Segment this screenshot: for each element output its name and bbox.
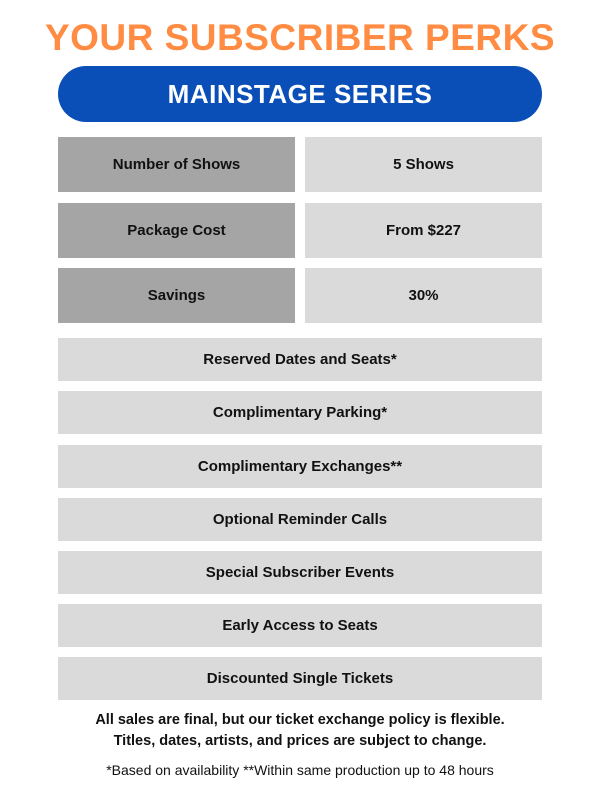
detail-label: Savings (58, 268, 295, 323)
detail-label: Number of Shows (58, 137, 295, 192)
perk-item: Discounted Single Tickets (58, 657, 542, 700)
detail-label: Package Cost (58, 203, 295, 258)
policy-line: Titles, dates, artists, and prices are subject to change. (113, 733, 487, 749)
footnote: *Based on availability **Within same production up to 48 hours (106, 762, 494, 778)
detail-value: From $227 (305, 203, 542, 258)
detail-row-savings (58, 268, 542, 323)
perk-item: Complimentary Exchanges** (58, 445, 542, 488)
series-title: MAINSTAGE SERIES (167, 78, 433, 109)
perk-item: Special Subscriber Events (58, 551, 542, 594)
policy-line: All sales are final, but our ticket exchange policy is flexible. (95, 712, 505, 728)
detail-value: 5 Shows (305, 137, 542, 192)
perk-item: Complimentary Parking* (58, 391, 542, 434)
detail-value: 30% (305, 268, 542, 323)
perk-item: Reserved Dates and Seats* (58, 338, 542, 381)
series-banner (58, 66, 542, 122)
page-title: YOUR SUBSCRIBER PERKS (44, 17, 556, 58)
perk-item: Early Access to Seats (58, 604, 542, 647)
detail-row-package-cost (58, 203, 542, 258)
policy-note (0, 710, 600, 752)
detail-row-shows (58, 137, 542, 192)
perk-item: Optional Reminder Calls (58, 498, 542, 541)
